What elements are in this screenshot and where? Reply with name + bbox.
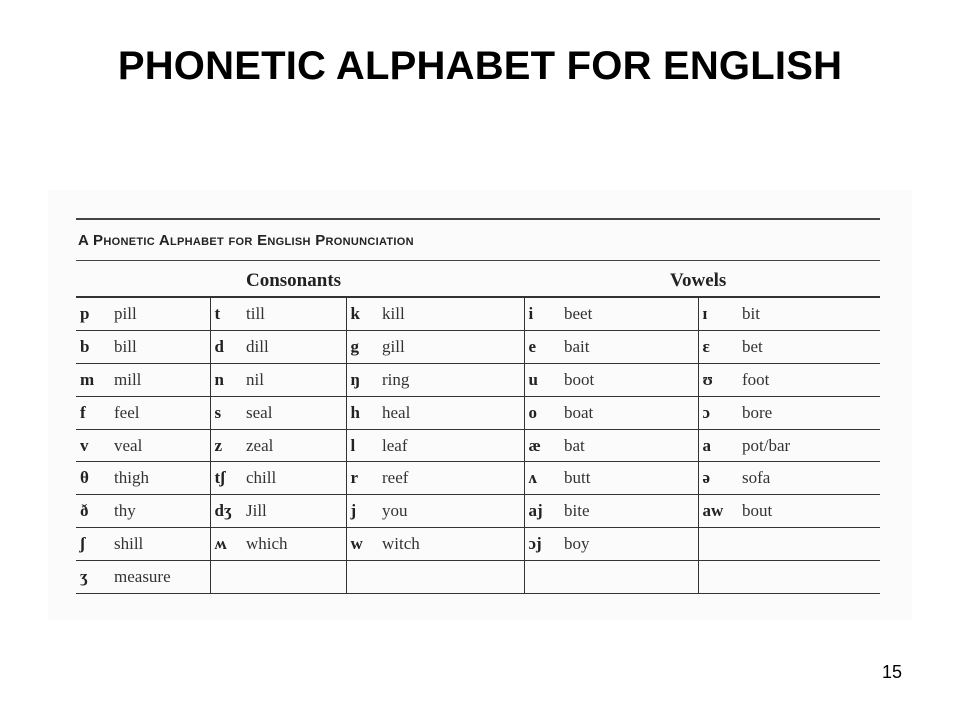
phonetic-symbol: p — [76, 297, 114, 330]
example-word: butt — [564, 462, 698, 495]
example-word: boat — [564, 396, 698, 429]
example-word: bet — [742, 330, 880, 363]
example-word: kill — [382, 297, 524, 330]
example-word: boy — [564, 528, 698, 561]
phonetic-symbol: ʃ — [76, 528, 114, 561]
phonetic-symbol: l — [346, 429, 382, 462]
phonetic-symbol: n — [210, 363, 246, 396]
phonetic-symbol: e — [524, 330, 564, 363]
example-word — [742, 561, 880, 594]
phonetic-symbol: z — [210, 429, 246, 462]
phonetic-symbol: aj — [524, 495, 564, 528]
phonetic-symbol: ɛ — [698, 330, 742, 363]
phonetic-symbol: ə — [698, 462, 742, 495]
table-row — [76, 495, 880, 528]
phonetic-symbol: θ — [76, 462, 114, 495]
table-row — [76, 297, 880, 330]
table-caption: A Phonetic Alphabet for English Pronunciation — [78, 232, 414, 249]
example-word: bat — [564, 429, 698, 462]
example-word: boot — [564, 363, 698, 396]
phonetic-symbol — [346, 561, 382, 594]
example-word: chill — [246, 462, 346, 495]
phonetic-symbol: i — [524, 297, 564, 330]
example-word: pot/bar — [742, 429, 880, 462]
slide-title: PHONETIC ALPHABET FOR ENGLISH — [117, 44, 843, 88]
example-word: till — [246, 297, 346, 330]
example-word: heal — [382, 396, 524, 429]
phonetic-symbol: j — [346, 495, 382, 528]
table-row — [76, 396, 880, 429]
example-word — [382, 561, 524, 594]
example-word: bore — [742, 396, 880, 429]
phonetic-symbol: ɔ — [698, 396, 742, 429]
phonetic-symbol: d — [210, 330, 246, 363]
example-word: Jill — [246, 495, 346, 528]
table-row — [76, 330, 880, 363]
example-word: thigh — [114, 462, 210, 495]
phonetic-symbol: k — [346, 297, 382, 330]
example-word: leaf — [382, 429, 524, 462]
phonetic-symbol: u — [524, 363, 564, 396]
example-word: sofa — [742, 462, 880, 495]
top-rule — [76, 218, 880, 220]
phonetic-symbol — [698, 561, 742, 594]
phonetic-symbol — [524, 561, 564, 594]
example-word: bill — [114, 330, 210, 363]
example-word: you — [382, 495, 524, 528]
table-row — [76, 462, 880, 495]
phonetic-symbol: æ — [524, 429, 564, 462]
phonetic-symbol: t — [210, 297, 246, 330]
example-word: ring — [382, 363, 524, 396]
table-row — [76, 528, 880, 561]
phonetic-symbol: h — [346, 396, 382, 429]
phonetic-symbol: ʒ — [76, 561, 114, 594]
phonetic-symbol: ɪ — [698, 297, 742, 330]
example-word: feel — [114, 396, 210, 429]
table-row — [76, 561, 880, 594]
example-word — [246, 561, 346, 594]
phonetic-symbol: b — [76, 330, 114, 363]
example-word: which — [246, 528, 346, 561]
example-word: veal — [114, 429, 210, 462]
example-word: bit — [742, 297, 880, 330]
phonetic-symbol: aw — [698, 495, 742, 528]
phonetic-symbol: ð — [76, 495, 114, 528]
example-word: mill — [114, 363, 210, 396]
phonetic-symbol: ʊ — [698, 363, 742, 396]
phonetic-symbol: ʍ — [210, 528, 246, 561]
table-row — [76, 429, 880, 462]
example-word: foot — [742, 363, 880, 396]
example-word: bout — [742, 495, 880, 528]
phonetic-symbol: s — [210, 396, 246, 429]
phonetic-symbol: dʒ — [210, 495, 246, 528]
phonetic-symbol — [698, 528, 742, 561]
example-word: measure — [114, 561, 210, 594]
scanned-table-image — [48, 190, 912, 620]
phonetic-symbol: ŋ — [346, 363, 382, 396]
table-body — [76, 297, 880, 594]
example-word: beet — [564, 297, 698, 330]
phonetic-symbol: f — [76, 396, 114, 429]
example-word: dill — [246, 330, 346, 363]
phonetic-alphabet-table — [76, 296, 880, 594]
example-word: nil — [246, 363, 346, 396]
caption-rule — [76, 260, 880, 261]
example-word: thy — [114, 495, 210, 528]
example-word: zeal — [246, 429, 346, 462]
phonetic-symbol: o — [524, 396, 564, 429]
phonetic-symbol: r — [346, 462, 382, 495]
example-word: pill — [114, 297, 210, 330]
table-row — [76, 363, 880, 396]
example-word — [742, 528, 880, 561]
example-word: bite — [564, 495, 698, 528]
phonetic-symbol: w — [346, 528, 382, 561]
example-word: shill — [114, 528, 210, 561]
example-word: gill — [382, 330, 524, 363]
example-word: bait — [564, 330, 698, 363]
example-word: reef — [382, 462, 524, 495]
phonetic-symbol: m — [76, 363, 114, 396]
phonetic-symbol — [210, 561, 246, 594]
phonetic-symbol: v — [76, 429, 114, 462]
example-word — [564, 561, 698, 594]
example-word: seal — [246, 396, 346, 429]
phonetic-symbol: ɔj — [524, 528, 564, 561]
phonetic-symbol: g — [346, 330, 382, 363]
page-number: 15 — [881, 662, 902, 682]
example-word: witch — [382, 528, 524, 561]
vowels-heading: Vowels — [670, 270, 727, 291]
phonetic-symbol: a — [698, 429, 742, 462]
consonants-heading: Consonants — [246, 270, 342, 291]
phonetic-symbol: ʌ — [524, 462, 564, 495]
phonetic-symbol: tʃ — [210, 462, 246, 495]
